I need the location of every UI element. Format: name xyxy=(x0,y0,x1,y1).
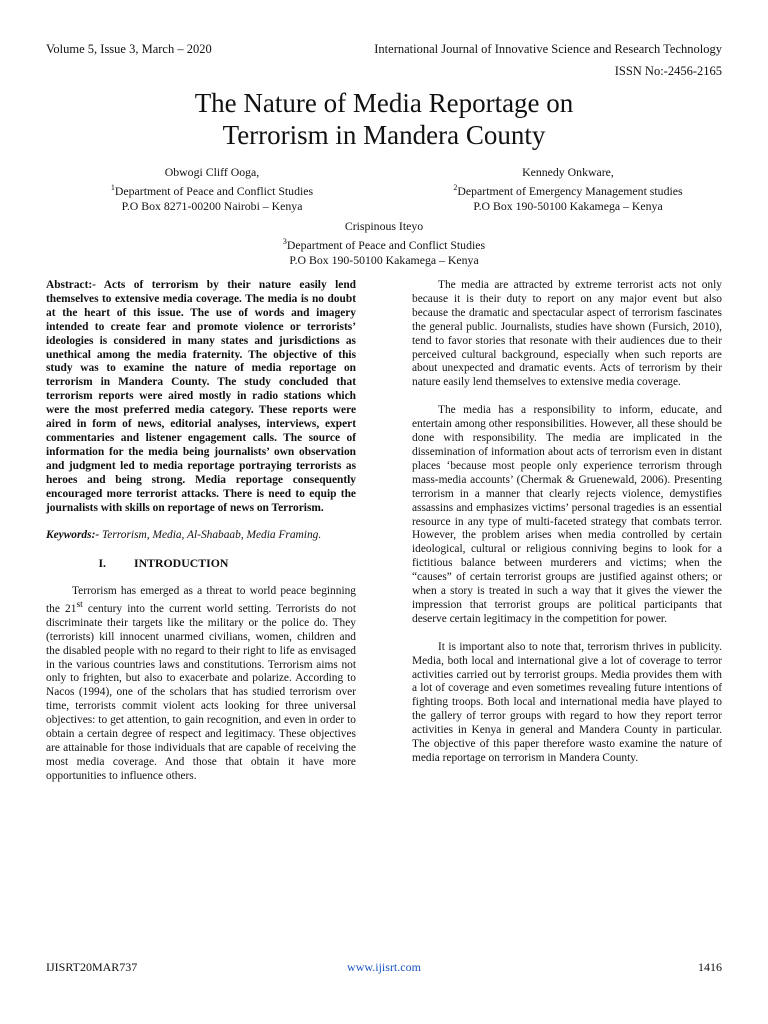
author-name: Obwogi Cliff Ooga, xyxy=(164,165,260,179)
author-name: Kennedy Onkware, xyxy=(522,165,614,179)
paragraph-media-attraction: The media are attracted by extreme terrorist acts not only because it is their duty to report on any major event but also because the dramatic and spectacular aspect of terrorism fascinates the general public. Journalists, studies have shown (Fursich, 2010), tend to favor stories that resonate with their audiences due to their perceived cultural background, especially when such reports are about unexpected and dramatic events. Acts of terrorism by their nature easily lend themselves to extensive media coverage. xyxy=(412,279,722,389)
author-block-3 xyxy=(254,219,514,269)
journal-website-link[interactable]: www.ijisrt.com xyxy=(347,960,421,974)
section-heading-introduction: I. INTRODUCTION xyxy=(98,556,229,571)
page-number: 1416 xyxy=(698,960,722,974)
abstract: Abstract:- Acts of terrorism by their nature easily lend themselves to extensive media coverage. The media is no doubt at the heart of this issue. The use of words and imagery intended to create fear and promote violence or terrorists’ ideologies is considered in many states and jurisdictions as unethical among the media fraternity. The objective of this study was to examine the nature of media reportage on terrorism in Mandera County. The study concluded that terrorism reports were aired mostly in radio stations which were the most preferred media category. These reports were aired in form of news, editorial analyses, interviews, expert commentaries and listener engagement calls. The source of information for the media being journalists’ own observation and judgment led to media reportage portraying terrorists as heroes and being strong. Media reportage consequently encouraged more terrorist attacks. There is need to equip the journalists with skills on reportage of news on Terrorism. xyxy=(46,279,356,514)
journal-name: International Journal of Innovative Science and Research Technology xyxy=(374,42,722,56)
volume-issue: Volume 5, Issue 3, March – 2020 xyxy=(46,42,212,56)
author-affiliation: $^2$Department of Emergency Management studies xyxy=(453,183,683,199)
author-affiliation: $^3$Department of Peace and Conflict Studies xyxy=(282,237,486,253)
paragraph-publicity: It is important also to note that, terrorism thrives in publicity. Media, both local and international give a lot of coverage to terror activities carried out by terrorist groups. Media provides them with a lot of coverage and even sometimes revealing future intentions of fighting troops. Both local and international media have played to the gallery of terror groups with regard to how they report terror activities in Kenya in general and Mandera County in particular. The objective of this paper therefore wasto examine the nature of media reportage on terrorism in Mandera County. xyxy=(412,640,722,764)
keywords: Keywords:- Terrorism, Media, Al-Shabaab, Media Framing. xyxy=(46,529,322,542)
author-block-2 xyxy=(438,165,698,215)
paper-code: IJISRT20MAR737 xyxy=(46,960,138,974)
author-affiliation: $^1$Department of Peace and Conflict Studies xyxy=(110,183,314,199)
author-block-1 xyxy=(82,165,342,215)
paragraph-media-responsibility: The media has a responsibility to inform, educate, and entertain among other responsibilities. However, all these should be done with responsibility. The media are implicated in the dissemination of information about acts of terrorism even in distant places ‘because most people only experience terrorism through mass-media accounts’ (Chermak & Gruenewald, 2006). Presenting terrorism in a manner that clearly rejects violence, demystifies assassins and emphasizes victims’ personal tragedies is an essential resource in any type of multi-faceted strategy that combats terror. However, the problem arises when media controlled by certain ideological, cultural or religious conniving begins to look for a fictitious balance between murderers and victims; when the “causes” of certain terrorist groups are justified against others; or when a story is treated in such a way that it gives the viewer the impression that terrorist groups are political participants that deserve certain legitimacy in the competition for power. xyxy=(412,404,722,625)
issn: ISSN No:-2456-2165 xyxy=(614,64,722,78)
title-line-2: Terrorism in Mandera County xyxy=(222,120,546,150)
title-line-1: The Nature of Media Reportage on xyxy=(194,88,574,118)
paper-title xyxy=(0,87,768,151)
author-address: P.O Box 190-50100 Kakamega – Kenya xyxy=(473,199,663,214)
author-address: P.O Box 190-50100 Kakamega – Kenya xyxy=(289,253,479,268)
intro-paragraph: Terrorism has emerged as a threat to world peace beginning the 21st century into the current world setting. Terrorists do not discriminate their targets like the military or the police do. They (terrorists) kill innocent unarmed civilians, women, children and the disabled people with no regard to their right to life as envisaged in the various countries laws and constitutions. Terrorism aims not only to frighten, but also to exacerbate and polarize. According to Nacos (1994), one of the scholars that has studied terrorism over time, terrorists commit violent acts looking for three universal objectives: to get attention, to gain recognition, and even in order to obtain a certain degree of respect and legitimacy. These objectives are attainable for those individuals that are capable of receiving the most media coverage. And those that obtain it have more opportunities to influence others. xyxy=(46,585,356,782)
author-address: P.O Box 8271-00200 Nairobi – Kenya xyxy=(121,199,303,214)
left-column xyxy=(46,279,356,784)
author-name: Crispinous Iteyo xyxy=(344,219,424,233)
right-column xyxy=(412,279,722,766)
